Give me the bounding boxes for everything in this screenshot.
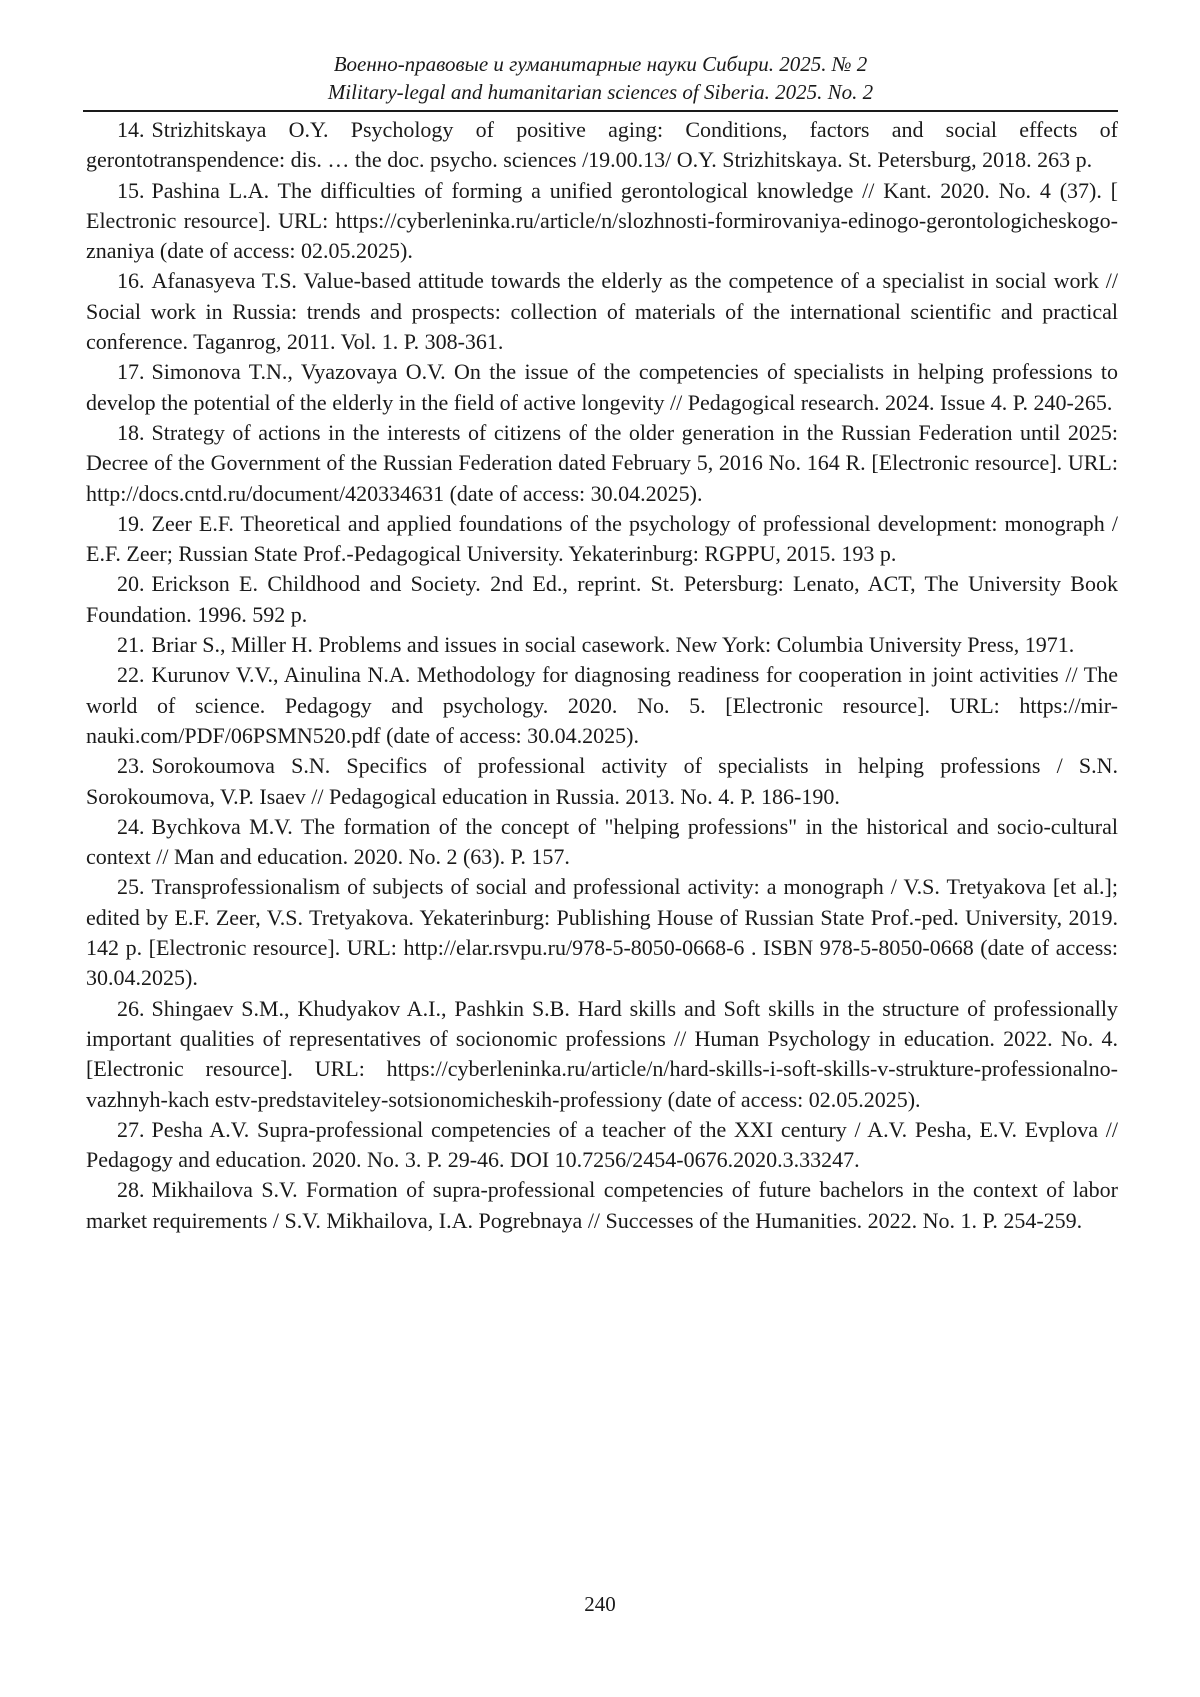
- reference-item: [86, 630, 1118, 660]
- reference-item: [86, 751, 1118, 812]
- reference-text: Pashina L.A. The difficulties of forming a unified gerontological knowledge // Kant. 2020. No. 4 (37). [ Electronic resource]. URL: https://cyberleninka.ru/article/n/slozhnosti-formirovaniya-edinogo-gerontologicheskogo-znaniya (date of access: 02.05.2025).: [86, 177, 1118, 264]
- page-number: 240: [584, 1592, 616, 1616]
- reference-item: [86, 1175, 1118, 1236]
- reference-number: 14.: [117, 117, 145, 142]
- reference-item: [86, 418, 1118, 509]
- reference-text: Strizhitskaya O.Y. Psychology of positive aging: Conditions, factors and social effects of gerontotranspendence: dis. … the doc. psycho. sciences /19.00.13/ O.Y. Strizhitskaya. St. Petersburg, 2018. 263 p.: [86, 117, 1118, 173]
- journal-title-russian: Военно-правовые и гуманитарные науки Сибири. 2025. № 2: [333, 52, 868, 76]
- reference-number: 25.: [117, 874, 145, 900]
- reference-text: Kurunov V.V., Ainulina N.A. Methodology for diagnosing readiness for cooperation in joint activities // The world of science. Pedagogy and psychology. 2020. No. 5. [Electronic resource]. URL: https://mir-nauki.com/PDF/06PSMN520.pdf (date of access: 30.04.2025).: [86, 662, 1118, 748]
- reference-item: [86, 115, 1118, 176]
- reference-number: 17.: [117, 359, 145, 385]
- reference-text: Sorokoumova S.N. Specifics of professional activity of specialists in helping professions / S.N. Sorokoumova, V.P. Isaev // Pedagogical education in Russia. 2013. No. 4. P. 186-190.: [86, 753, 1118, 809]
- reference-text: Erickson E. Childhood and Society. 2nd Ed., reprint. St. Petersburg: Lenato, ACT, The University Book Foundation. 1996. 592 p.: [86, 571, 1118, 627]
- reference-text: Afanasyeva T.S. Value-based attitude towards the elderly as the competence of a specialist in social work // Social work in Russia: trends and prospects: collection of materials of the international scientific and practical conference. Taganrog, 2011. Vol. 1. P. 308-361.: [86, 268, 1118, 355]
- reference-number: 27.: [117, 1116, 145, 1142]
- reference-text: Mikhailova S.V. Formation of supra-professional competencies of future bachelors in the context of labor market requirements / S.V. Mikhailova, I.A. Pogrebnaya // Successes of the Humanities. 2022. No. 1. P. 254-259.: [86, 1177, 1118, 1233]
- reference-text: Pesha A.V. Supra-professional competencies of a teacher of the XXI century / A.V. Pesha, E.V. Evplova // Pedagogy and education. 2020. No. 3. P. 29-46. DOI 10.7256/2454-0676.2020.3.33247.: [86, 1116, 1118, 1173]
- reference-item: [86, 266, 1118, 357]
- reference-item: [86, 176, 1118, 267]
- reference-number: 19.: [117, 510, 145, 536]
- journal-title-english: Military-legal and humanitarian sciences of Siberia. 2025. No. 2: [327, 80, 874, 104]
- reference-text: Zeer E.F. Theoretical and applied foundations of the psychology of professional development: monograph / E.F. Zeer; Russian State Prof.-Pedagogical University. Yekaterinburg: RGPPU, 2015. 193 p.: [86, 510, 1118, 567]
- reference-number: 15.: [117, 177, 145, 203]
- reference-text: Transprofessionalism of subjects of social and professional activity: a monograph / V.S. Tretyakova [et al.]; edited by E.F. Zeer, V.S. Tretyakova. Yekaterinburg: Publishing House of Russian State Prof.-ped. University, 2019. 142 p. [Electronic resource]. URL: http://elar.rsvpu.ru/978-5-8050-0668-6 . ISBN 978-5-8050-0668 (date of access: 30.04.2025).: [86, 874, 1118, 991]
- reference-number: 18.: [117, 419, 145, 445]
- reference-text: Simonova T.N., Vyazovaya O.V. On the issue of the competencies of specialists in helping professions to develop the potential of the elderly in the field of active longevity // Pedagogical research. 2024. Issue 4. P. 240-265.: [86, 359, 1118, 415]
- reference-text: Strategy of actions in the interests of citizens of the older generation in the Russian Federation until 2025: Decree of the Government of the Russian Federation dated February 5, 2016 No. 164 R. [Electronic resource]. URL: http://docs.cntd.ru/document/420334631 (date of access: 30.04.2025).: [86, 419, 1118, 506]
- reference-text: Briar S., Miller H. Problems and issues in social casework. New York: Columbia University Press, 1971.: [151, 632, 1075, 658]
- reference-text: Shingaev S.M., Khudyakov A.I., Pashkin S.B. Hard skills and Soft skills in the structure of professionally important qualities of representatives of socionomic professions // Human Psychology in education. 2022. No. 4. [Electronic resource]. URL: https://cyberleninka.ru/article/n/hard-skills-i-soft-skills-v-strukture-professionalno-vazhnyh-kach estv-predstaviteley-sotsionomicheskih-professiony (date of access: 02.05.2025).: [86, 995, 1118, 1112]
- reference-item: [86, 812, 1118, 873]
- reference-number: 23.: [117, 753, 145, 779]
- reference-number: 22.: [117, 662, 145, 688]
- reference-text: Bychkova M.V. The formation of the concept of "helping professions" in the historical and socio-cultural context // Man and education. 2020. No. 2 (63). P. 157.: [86, 813, 1118, 870]
- reference-item: [86, 994, 1118, 1115]
- reference-number: 21.: [117, 632, 145, 658]
- reference-number: 24.: [117, 813, 145, 839]
- running-header: [83, 50, 1118, 106]
- reference-number: 16.: [117, 268, 145, 294]
- reference-number: 20.: [117, 571, 145, 597]
- reference-item: [86, 357, 1118, 418]
- reference-item: [86, 1115, 1118, 1176]
- reference-item: [86, 509, 1118, 570]
- reference-list: [86, 115, 1118, 1236]
- header-divider: [83, 110, 1118, 112]
- reference-number: 26.: [117, 995, 145, 1021]
- reference-item: [86, 569, 1118, 630]
- reference-item: [86, 872, 1118, 993]
- reference-item: [86, 660, 1118, 751]
- reference-number: 28.: [117, 1177, 145, 1203]
